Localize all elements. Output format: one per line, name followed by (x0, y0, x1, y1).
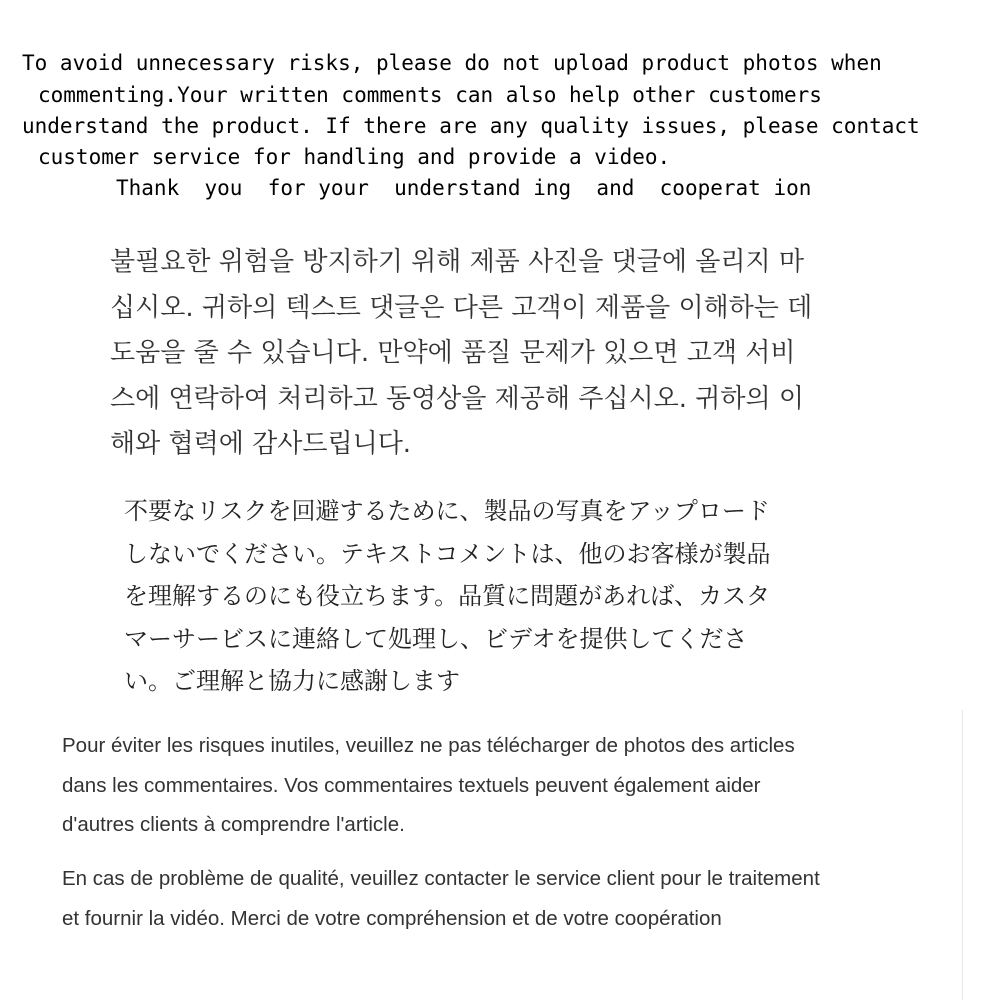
japanese-line-5: い。ご理解と協力に感謝します (124, 667, 460, 695)
english-line-2: commenting.Your written comments can also help other customers (38, 82, 822, 107)
english-thanks-line: Thank you for your understand ing and cooperat ion (116, 176, 812, 200)
french-paragraph-1 (62, 726, 942, 845)
french-paragraph-2 (62, 859, 942, 938)
french-p1-line-3: d'autres clients à comprendre l'article. (62, 813, 405, 836)
french-p2-line-2: et fournir la vidéo. Merci de votre compréhension et de votre coopération (62, 906, 722, 930)
french-p2-line-1: En cas de problème de qualité, veuillez contacter le service client pour le traitement (62, 867, 820, 890)
korean-line-4: 스에 연락하여 처리하고 동영상을 제공해 주십시오. 귀하의 이 (110, 383, 805, 414)
french-p1-line-1: Pour éviter les risques inutiles, veuillez ne pas télécharger de photos des articles (62, 734, 795, 757)
korean-line-5: 해와 협력에 감사드립니다. (110, 429, 412, 459)
english-line-1: To avoid unnecessary risks, please do not upload product photos when (22, 51, 882, 75)
french-p1-line-2: dans les commentaires. Vos commentaires textuels peuvent également aider (62, 773, 761, 797)
korean-line-2: 십시오. 귀하의 텍스트 댓글은 다른 고객이 제품을 이해하는 데 (110, 292, 813, 323)
korean-line-1: 불필요한 위험을 방지하기 위해 제품 사진을 댓글에 올리지 마 (110, 247, 805, 277)
english-line-3: understand the product. If there are any quality issues, please contact (22, 114, 920, 138)
japanese-line-2: しないでください。テキストコメントは、他のお客様が製品 (124, 539, 771, 568)
japanese-notice (124, 490, 824, 703)
japanese-line-1: 不要なリスクを回避するために、製品の写真をアップロード (124, 497, 770, 525)
french-notice-panel (0, 710, 963, 1000)
english-line-4: customer service for handling and provide a video. (38, 145, 671, 169)
korean-line-3: 도움을 줄 수 있습니다. 만약에 품질 문제가 있으면 고객 서비 (110, 338, 796, 368)
korean-notice (110, 240, 870, 468)
japanese-line-4: マーサービスに連絡して処理し、ビデオを提供してくださ (124, 624, 748, 653)
japanese-line-3: を理解するのにも役立ちます。品質に問題があれば、カスタ (124, 582, 771, 610)
